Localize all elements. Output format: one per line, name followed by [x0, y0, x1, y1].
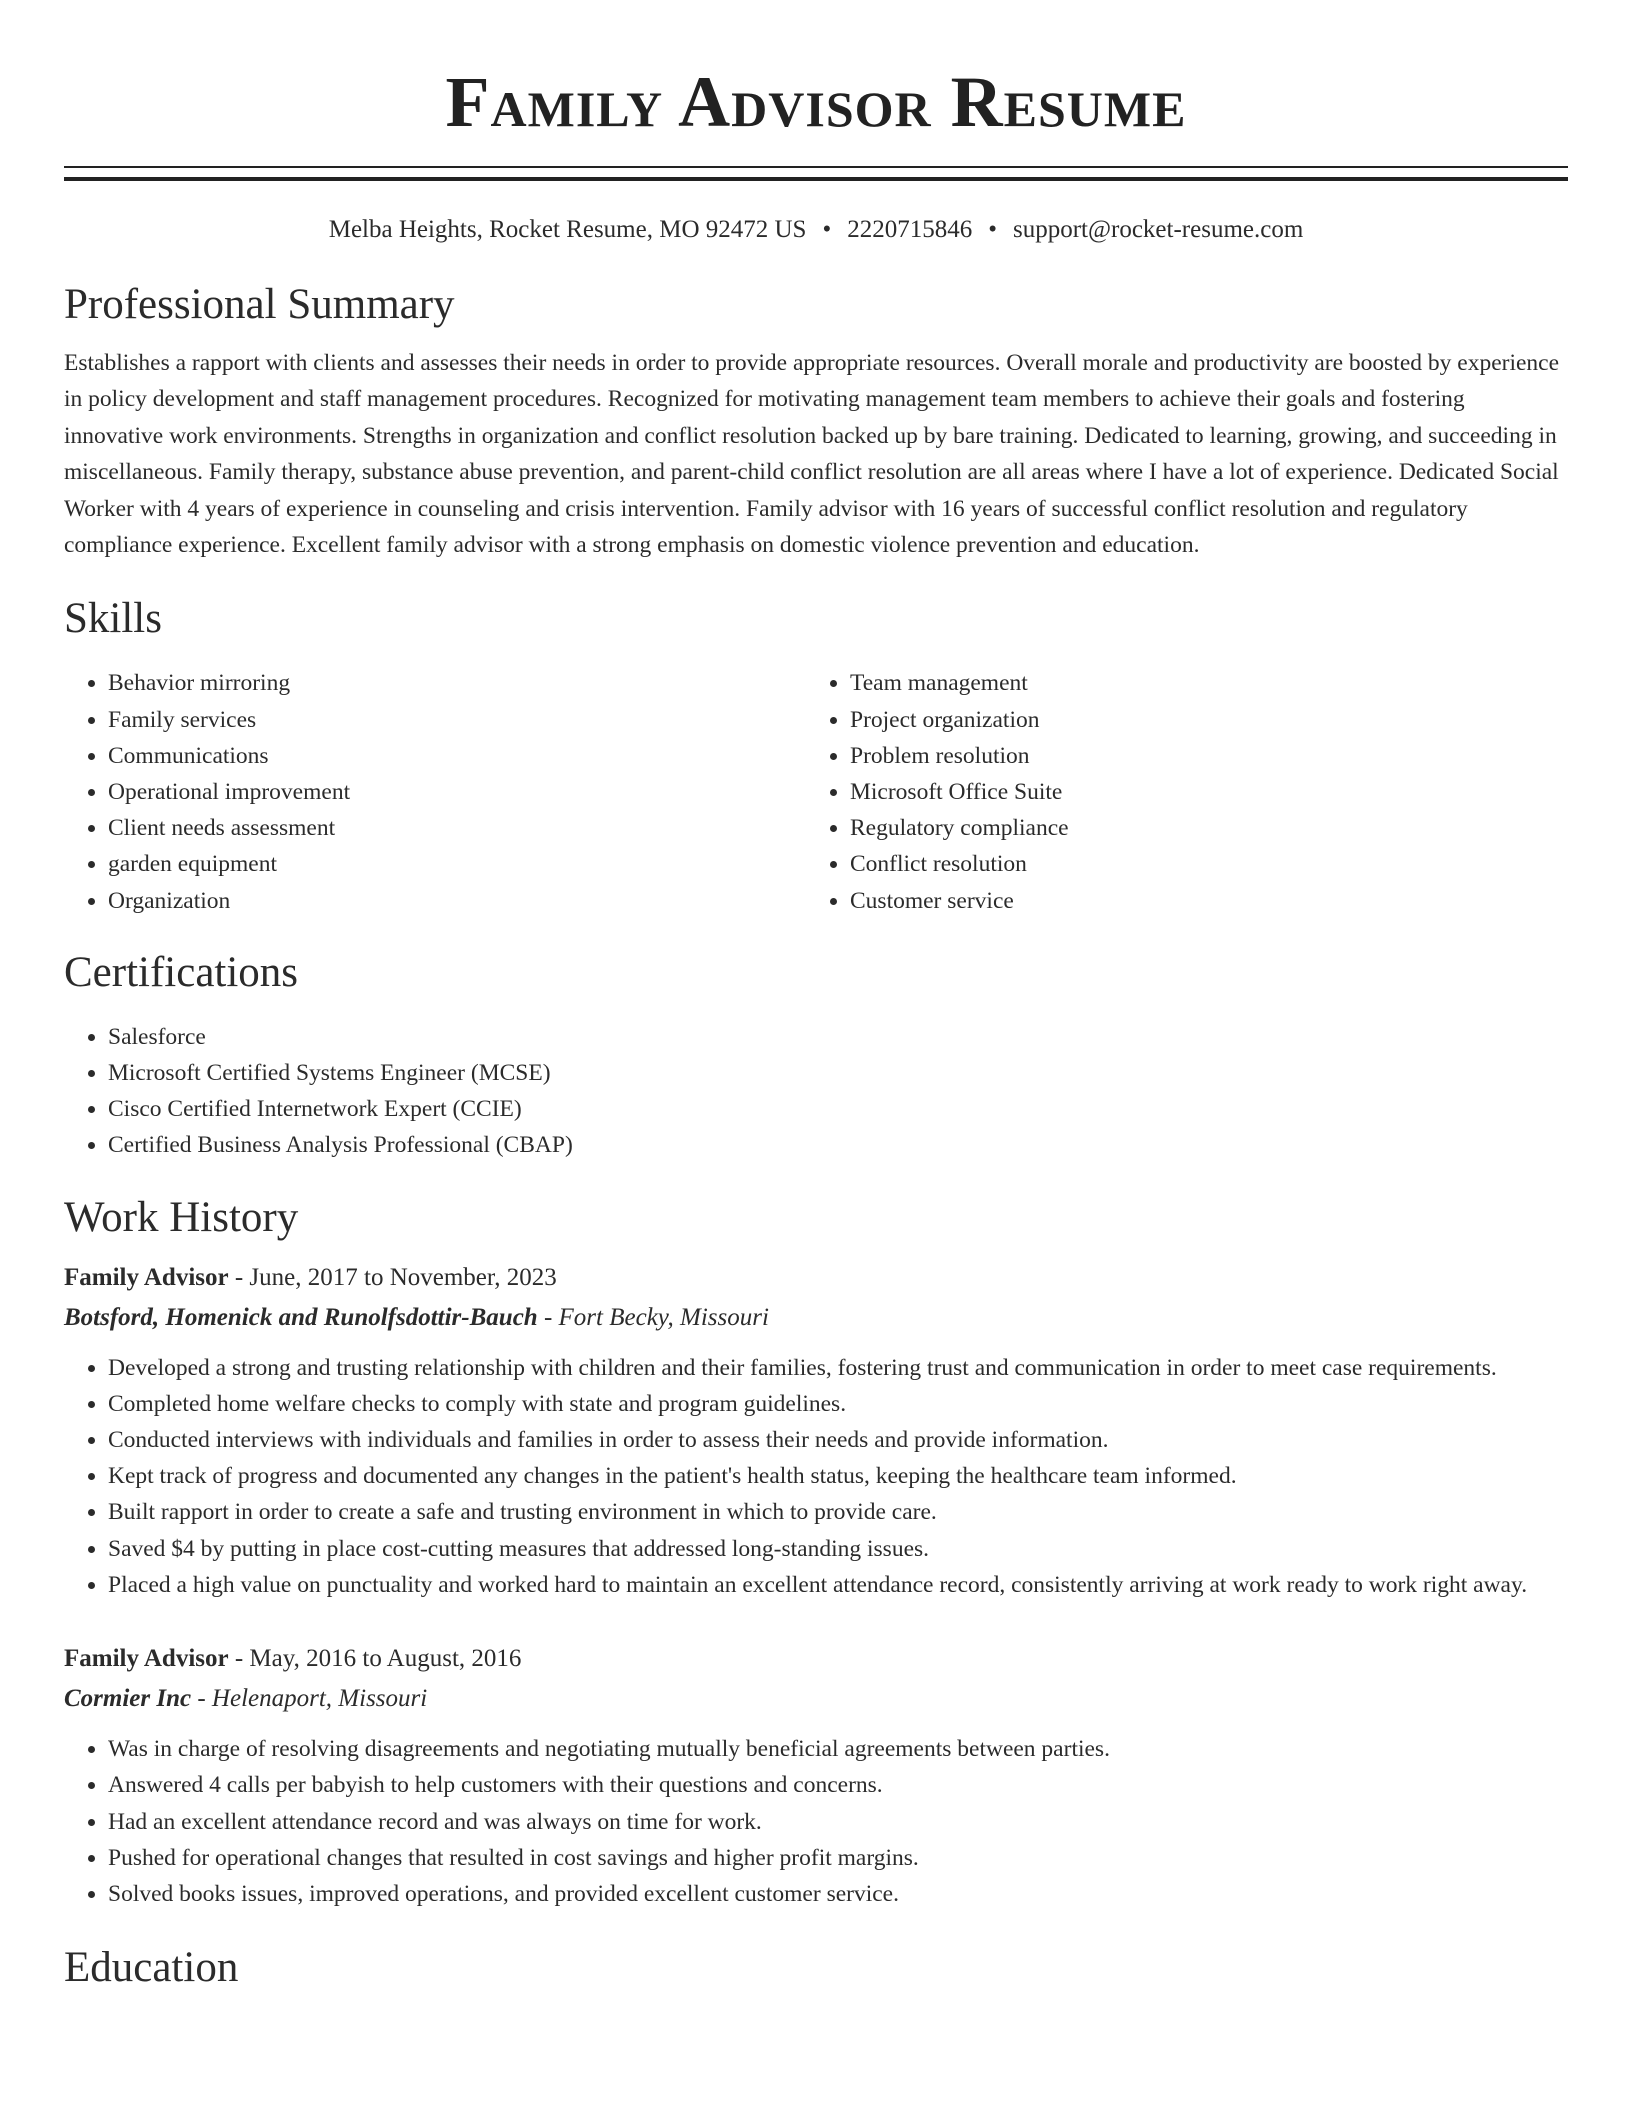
- job-duty: • Answered 4 calls per babyish to help customers with their questions and concerns.: [108, 1767, 1568, 1803]
- certification-item: • Microsoft Certified Systems Engineer (MCSE): [108, 1055, 1568, 1091]
- summary-section: [64, 279, 1568, 563]
- skill-item: • Communications: [108, 738, 806, 774]
- job-duty: • Kept track of progress and documented any changes in the patient's health status, keeping the healthcare team informed.: [108, 1458, 1568, 1494]
- certifications-list: [64, 1019, 1568, 1164]
- resume-page: [64, 0, 1568, 1994]
- job-dates: - June, 2017 to November, 2023: [234, 1263, 557, 1291]
- job-duties-list: [64, 1731, 1568, 1912]
- contact-separator: •: [988, 216, 997, 243]
- skill-item: • Microsoft Office Suite: [850, 774, 1548, 810]
- skills-list-left: [64, 665, 806, 918]
- job-duty: • Solved books issues, improved operations, and provided excellent customer service.: [108, 1876, 1568, 1912]
- job-company-line: [64, 1683, 1568, 1715]
- summary-heading: Professional Summary: [64, 281, 455, 328]
- job-company: Botsford, Homenick and Runolfsdottir-Bauch: [64, 1303, 538, 1331]
- job-duty: • Placed a high value on punctuality and worked hard to maintain an excellent attendance record, consistently arriving at work ready to work right away.: [108, 1567, 1568, 1603]
- skills-section: [64, 593, 1568, 918]
- contact-email[interactable]: support@rocket-resume.com: [1012, 216, 1304, 243]
- contact-line: [64, 215, 1568, 245]
- work-history-heading: Work History: [64, 1193, 299, 1241]
- certification-item: • Certified Business Analysis Professional (CBAP): [108, 1127, 1568, 1163]
- job-duty: • Pushed for operational changes that resulted in cost savings and higher profit margins.: [108, 1840, 1568, 1876]
- contact-address: Melba Heights, Rocket Resume, MO 92472 US: [328, 216, 807, 243]
- job-location: - Fort Becky, Missouri: [543, 1303, 769, 1331]
- job-duty: • Conducted interviews with individuals and families in order to assess their needs and provide information.: [108, 1422, 1568, 1458]
- skills-list-right: [806, 665, 1548, 918]
- skill-item: • Operational improvement: [108, 774, 806, 810]
- job-duties-list: [64, 1350, 1568, 1603]
- job-entry: [64, 1643, 1568, 1912]
- job-company-line: [64, 1302, 1568, 1334]
- skill-item: • Conflict resolution: [850, 846, 1548, 882]
- job-location: - Helenaport, Missouri: [197, 1685, 428, 1713]
- skill-item: • Team management: [850, 665, 1548, 701]
- skill-item: • Regulatory compliance: [850, 810, 1548, 846]
- skill-item: • garden equipment: [108, 846, 806, 882]
- certifications-heading: Certifications: [64, 948, 299, 996]
- skill-item: • Client needs assessment: [108, 810, 806, 846]
- job-header: [64, 1643, 1568, 1675]
- certification-item: • Salesforce: [108, 1019, 1568, 1055]
- skill-item: • Problem resolution: [850, 738, 1548, 774]
- job-role: Family Advisor: [64, 1645, 229, 1673]
- job-duty: • Developed a strong and trusting relationship with children and their families, fostering trust and communication in order to meet case requirements.: [108, 1350, 1568, 1386]
- certification-item: • Cisco Certified Internetwork Expert (CCIE): [108, 1091, 1568, 1127]
- job-duty: • Was in charge of resolving disagreements and negotiating mutually beneficial agreements between parties.: [108, 1731, 1568, 1767]
- skill-item: • Behavior mirroring: [108, 665, 806, 701]
- job-duty: • Built rapport in order to create a safe and trusting environment in which to provide care.: [108, 1494, 1568, 1530]
- skill-item: • Customer service: [850, 883, 1548, 919]
- resume-title: Family Advisor Resume: [445, 62, 1187, 142]
- job-duty: • Saved $4 by putting in place cost-cutting measures that addressed long-standing issues.: [108, 1531, 1568, 1567]
- job-duty: • Completed home welfare checks to comply with state and program guidelines.: [108, 1386, 1568, 1422]
- skill-item: • Organization: [108, 883, 806, 919]
- contact-separator: •: [822, 216, 832, 243]
- skills-columns: [64, 665, 1568, 918]
- education-heading: Education: [64, 1944, 239, 1992]
- job-company: Cormier Inc: [64, 1685, 192, 1713]
- work-history-section: [64, 1192, 1568, 1912]
- job-duty: • Had an excellent attendance record and was always on time for work.: [108, 1804, 1568, 1840]
- summary-text: Establishes a rapport with clients and assesses their needs in order to provide appropriate resources. Overall morale and productivity are boosted by experience in policy development and staff management procedures. Recognized for motivating management team members to achieve their goals and fostering innovative work environments. Strengths in organization and conflict resolution backed up by bare training. Dedicated to learning, growing, and succeeding in miscellaneous. Family therapy, substance abuse prevention, and parent-child conflict resolution are all areas where I have a lot of experience. Dedicated Social Worker with 4 years of experience in counseling and crisis intervention. Family advisor with 16 years of successful conflict resolution and regulatory compliance experience. Excellent family advisor with a strong emphasis on domestic violence prevention and education.: [64, 350, 1560, 559]
- title-divider: [64, 166, 1568, 181]
- certifications-section: [64, 947, 1568, 1164]
- job-entry: [64, 1262, 1568, 1603]
- skills-heading: Skills: [64, 595, 162, 643]
- education-section: [64, 1942, 1568, 1994]
- skill-item: • Family services: [108, 702, 806, 738]
- job-role: Family Advisor: [64, 1263, 229, 1291]
- contact-phone: 2220715846: [847, 216, 973, 243]
- skill-item: • Project organization: [850, 702, 1548, 738]
- job-header: [64, 1262, 1568, 1294]
- job-dates: - May, 2016 to August, 2016: [234, 1645, 522, 1673]
